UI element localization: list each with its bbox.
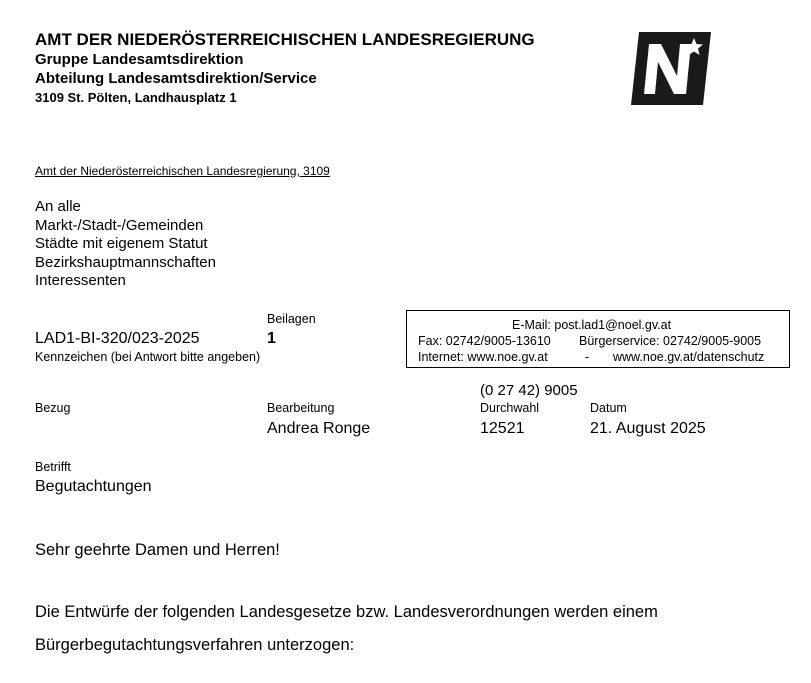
attachments-value: 1: [267, 330, 276, 347]
recipient-line: Interessenten: [35, 272, 126, 289]
noe-logo-icon: [631, 32, 711, 105]
bearbeitung-value: Andrea Ronge: [267, 420, 371, 437]
noe-logo: [631, 32, 711, 105]
recipient-line: An alle: [35, 198, 81, 215]
contact-fax: Fax: 02742/9005-13610: [418, 334, 551, 348]
greeting: Sehr geehrte Damen und Herren!: [35, 541, 280, 559]
phone-prefix: (0 27 42) 9005: [480, 382, 578, 399]
recipient-block: [35, 198, 216, 291]
contact-service: Bürgerservice: 02742/9005-9005: [579, 334, 762, 348]
contact-privacy: www.noe.gv.at/datenschutz: [613, 350, 765, 364]
durchwahl-value: 12521: [480, 420, 525, 437]
contact-separator: -: [585, 350, 590, 364]
subject-value: Begutachtungen: [35, 478, 152, 495]
durchwahl-label: Durchwahl: [480, 401, 540, 415]
subject-label: Betrifft: [35, 460, 71, 474]
office-title: AMT DER NIEDERÖSTERREICHISCHEN LANDESREGIERUNG: [35, 30, 535, 49]
reference-code-label: Kennzeichen (bei Antwort bitte angeben): [35, 350, 261, 364]
body-paragraph-line: Die Entwürfe der folgenden Landesgesetze bzw. Landesverordnungen werden einem: [35, 603, 658, 621]
office-address: 3109 St. Pölten, Landhausplatz 1: [35, 90, 237, 105]
contact-box: [406, 310, 790, 368]
department-name: Abteilung Landesamtsdirektion/Service: [35, 70, 317, 87]
sender-line: Amt der Niederösterreichischen Landesregierung, 3109: [35, 164, 330, 178]
contact-internet: Internet: www.noe.gv.at: [418, 350, 548, 364]
contact-email: E-Mail: post.lad1@noel.gv.at: [512, 318, 672, 332]
bezug-label: Bezug: [35, 401, 71, 415]
datum-value: 21. August 2025: [590, 420, 706, 437]
reference-code: LAD1-BI-320/023-2025: [35, 330, 200, 347]
group-name: Gruppe Landesamtsdirektion: [35, 51, 244, 68]
recipient-line: Bezirkshauptmannschaften: [35, 253, 216, 271]
recipient-line: Markt-/Stadt-/Gemeinden: [35, 216, 204, 234]
attachments-label: Beilagen: [267, 312, 316, 326]
datum-label: Datum: [590, 401, 627, 415]
recipient-line: Städte mit eigenem Statut: [35, 235, 208, 252]
body-paragraph-line: Bürgerbegutachtungsverfahren unterzogen:: [35, 636, 355, 654]
bearbeitung-label: Bearbeitung: [267, 401, 335, 415]
